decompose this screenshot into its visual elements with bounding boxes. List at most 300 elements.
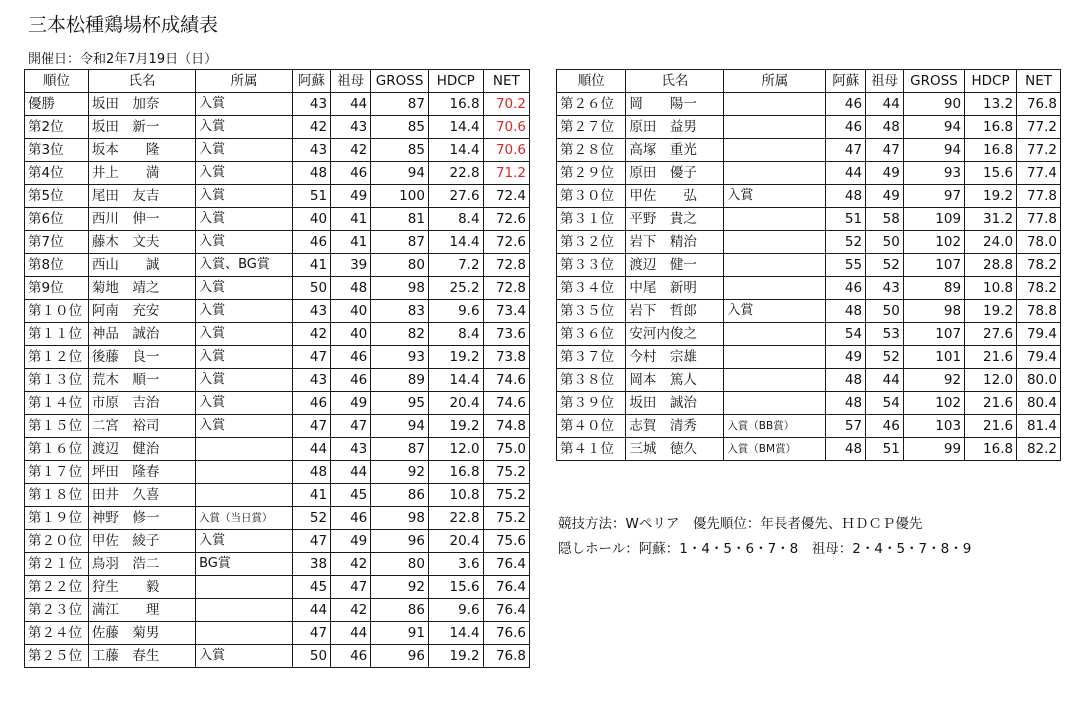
name-cell: 岡 陽一 — [626, 93, 724, 116]
affiliation-cell — [724, 162, 826, 185]
rank-cell: 第3位 — [25, 139, 89, 162]
hdcp-cell: 25.2 — [428, 277, 483, 300]
net-cell: 75.2 — [483, 461, 529, 484]
hdcp-cell: 28.8 — [965, 254, 1017, 277]
table-row — [557, 415, 1061, 438]
name-cell: 安河内俊之 — [626, 323, 724, 346]
net-cell: 76.6 — [483, 622, 529, 645]
gross-cell: 85 — [371, 116, 429, 139]
hdcp-cell: 14.4 — [428, 139, 483, 162]
event-date: 開催日：令和2年7月19日（日） — [28, 52, 218, 67]
hdcp-cell: 12.0 — [965, 369, 1017, 392]
in-score-cell: 49 — [866, 185, 904, 208]
out-score-cell: 46 — [292, 231, 330, 254]
name-cell: 原田 益男 — [626, 116, 724, 139]
gross-cell: 87 — [371, 438, 429, 461]
net-cell: 73.8 — [483, 346, 529, 369]
affiliation-cell — [196, 576, 293, 599]
out-score-cell: 48 — [292, 162, 330, 185]
name-cell: 藤木 文夫 — [88, 231, 195, 254]
in-score-cell: 41 — [331, 231, 371, 254]
hdcp-cell: 15.6 — [965, 162, 1017, 185]
out-score-cell: 41 — [292, 484, 330, 507]
hdcp-cell: 8.4 — [428, 323, 483, 346]
gross-cell: 102 — [903, 392, 964, 415]
name-cell: 甲佐 綾子 — [88, 530, 195, 553]
out-score-cell: 43 — [292, 300, 330, 323]
rank-cell: 第１５位 — [25, 415, 89, 438]
table-row — [25, 139, 530, 162]
affiliation-cell: 入賞 — [196, 323, 293, 346]
rank-cell: 第３３位 — [557, 254, 626, 277]
in-score-cell: 49 — [331, 392, 371, 415]
header-out: 阿蘇 — [292, 70, 330, 93]
hdcp-cell: 21.6 — [965, 346, 1017, 369]
rank-cell: 第３１位 — [557, 208, 626, 231]
name-cell: 鳥羽 浩二 — [88, 553, 195, 576]
affiliation-cell — [724, 93, 826, 116]
name-cell: 原田 優子 — [626, 162, 724, 185]
net-cell: 75.2 — [483, 484, 529, 507]
out-score-cell: 57 — [826, 415, 866, 438]
header-in: 祖母 — [866, 70, 904, 93]
table-row — [25, 93, 530, 116]
in-score-cell: 53 — [866, 323, 904, 346]
header-rank: 順位 — [557, 70, 626, 93]
affiliation-cell — [724, 231, 826, 254]
in-score-cell: 50 — [866, 231, 904, 254]
rank-cell: 第１７位 — [25, 461, 89, 484]
net-cell: 72.8 — [483, 277, 529, 300]
gross-cell: 92 — [371, 576, 429, 599]
name-cell: 満江 理 — [88, 599, 195, 622]
out-score-cell: 50 — [292, 645, 330, 668]
gross-cell: 98 — [371, 277, 429, 300]
name-cell: 平野 貴之 — [626, 208, 724, 231]
affiliation-cell: 入賞 — [724, 185, 826, 208]
gross-cell: 86 — [371, 484, 429, 507]
rank-cell: 第２７位 — [557, 116, 626, 139]
in-score-cell: 46 — [331, 162, 371, 185]
hdcp-cell: 19.2 — [965, 185, 1017, 208]
table-row — [25, 300, 530, 323]
hdcp-cell: 8.4 — [428, 208, 483, 231]
net-cell: 78.8 — [1017, 300, 1061, 323]
in-score-cell: 46 — [331, 645, 371, 668]
net-cell: 78.2 — [1017, 254, 1061, 277]
out-score-cell: 47 — [826, 139, 866, 162]
net-cell: 72.8 — [483, 254, 529, 277]
hidden-holes-note: 隠しホール：阿蘇：1・4・5・6・7・8 祖母：2・4・5・7・8・9 — [558, 541, 972, 557]
name-cell: 神品 誠治 — [88, 323, 195, 346]
gross-cell: 103 — [903, 415, 964, 438]
out-score-cell: 51 — [826, 208, 866, 231]
table-row — [25, 323, 530, 346]
gross-cell: 89 — [903, 277, 964, 300]
header-hdcp: HDCP — [965, 70, 1017, 93]
results-body-right — [557, 93, 1061, 461]
rank-cell: 第１２位 — [25, 346, 89, 369]
out-score-cell: 47 — [292, 346, 330, 369]
table-row — [557, 139, 1061, 162]
hdcp-cell: 16.8 — [965, 116, 1017, 139]
in-score-cell: 52 — [866, 254, 904, 277]
table-row — [557, 185, 1061, 208]
name-cell: 中尾 新明 — [626, 277, 724, 300]
affiliation-cell: 入賞 — [196, 392, 293, 415]
gross-cell: 82 — [371, 323, 429, 346]
rank-cell: 第１３位 — [25, 369, 89, 392]
affiliation-cell — [724, 208, 826, 231]
gross-cell: 98 — [903, 300, 964, 323]
out-score-cell: 48 — [826, 392, 866, 415]
affiliation-cell — [724, 346, 826, 369]
hdcp-cell: 31.2 — [965, 208, 1017, 231]
gross-cell: 109 — [903, 208, 964, 231]
in-score-cell: 42 — [331, 599, 371, 622]
table-row — [557, 323, 1061, 346]
out-score-cell: 47 — [292, 415, 330, 438]
table-row — [25, 553, 530, 576]
affiliation-cell — [724, 254, 826, 277]
gross-cell: 94 — [371, 415, 429, 438]
table-row — [25, 461, 530, 484]
affiliation-cell: 入賞 — [196, 369, 293, 392]
in-score-cell: 48 — [866, 116, 904, 139]
table-row — [25, 185, 530, 208]
net-cell: 82.2 — [1017, 438, 1061, 461]
out-score-cell: 52 — [292, 507, 330, 530]
rank-cell: 第３２位 — [557, 231, 626, 254]
net-cell: 77.2 — [1017, 139, 1061, 162]
hdcp-cell: 10.8 — [428, 484, 483, 507]
out-score-cell: 48 — [292, 461, 330, 484]
net-cell: 73.6 — [483, 323, 529, 346]
results-table-left — [24, 69, 530, 668]
table-row — [25, 530, 530, 553]
header-gross: GROSS — [371, 70, 429, 93]
rank-cell: 第7位 — [25, 231, 89, 254]
rank-cell: 第３４位 — [557, 277, 626, 300]
gross-cell: 94 — [903, 139, 964, 162]
out-score-cell: 49 — [826, 346, 866, 369]
out-score-cell: 55 — [826, 254, 866, 277]
out-score-cell: 54 — [826, 323, 866, 346]
rank-cell: 第１９位 — [25, 507, 89, 530]
name-cell: 佐藤 菊男 — [88, 622, 195, 645]
table-row — [557, 231, 1061, 254]
net-cell: 72.6 — [483, 208, 529, 231]
gross-cell: 107 — [903, 254, 964, 277]
net-cell: 79.4 — [1017, 346, 1061, 369]
in-score-cell: 41 — [331, 208, 371, 231]
name-cell: 志賀 清秀 — [626, 415, 724, 438]
in-score-cell: 42 — [331, 139, 371, 162]
out-score-cell: 44 — [826, 162, 866, 185]
results-body-left — [25, 93, 530, 668]
in-score-cell: 44 — [866, 369, 904, 392]
rank-cell: 第2位 — [25, 116, 89, 139]
gross-cell: 96 — [371, 530, 429, 553]
name-cell: 二宮 裕司 — [88, 415, 195, 438]
table-row — [25, 645, 530, 668]
affiliation-cell: 入賞 — [196, 346, 293, 369]
in-score-cell: 44 — [331, 461, 371, 484]
table-row — [557, 438, 1061, 461]
net-cell: 70.2 — [483, 93, 529, 116]
name-cell: 岡本 篤人 — [626, 369, 724, 392]
name-cell: 菊地 靖之 — [88, 277, 195, 300]
out-score-cell: 44 — [292, 599, 330, 622]
name-cell: 阿南 充安 — [88, 300, 195, 323]
in-score-cell: 43 — [331, 116, 371, 139]
out-score-cell: 51 — [292, 185, 330, 208]
name-cell: 後藤 良一 — [88, 346, 195, 369]
table-row — [25, 622, 530, 645]
affiliation-cell: 入賞 — [196, 162, 293, 185]
table-row — [25, 484, 530, 507]
in-score-cell: 49 — [331, 185, 371, 208]
gross-cell: 97 — [903, 185, 964, 208]
name-cell: 狩生 毅 — [88, 576, 195, 599]
gross-cell: 93 — [371, 346, 429, 369]
net-cell: 78.0 — [1017, 231, 1061, 254]
affiliation-cell — [724, 116, 826, 139]
hdcp-cell: 7.2 — [428, 254, 483, 277]
affiliation-cell: 入賞 — [196, 93, 293, 116]
affiliation-cell: 入賞 — [196, 116, 293, 139]
out-score-cell: 48 — [826, 369, 866, 392]
hdcp-cell: 22.8 — [428, 507, 483, 530]
competition-notes — [558, 512, 971, 562]
gross-cell: 107 — [903, 323, 964, 346]
gross-cell: 95 — [371, 392, 429, 415]
hdcp-cell: 12.0 — [428, 438, 483, 461]
out-score-cell: 41 — [292, 254, 330, 277]
rank-cell: 第２５位 — [25, 645, 89, 668]
in-score-cell: 46 — [331, 369, 371, 392]
net-cell: 70.6 — [483, 139, 529, 162]
affiliation-cell: 入賞 — [724, 300, 826, 323]
gross-cell: 92 — [371, 461, 429, 484]
header-rank: 順位 — [25, 70, 89, 93]
table-row — [25, 346, 530, 369]
hdcp-cell: 16.8 — [428, 461, 483, 484]
header-in: 祖母 — [331, 70, 371, 93]
rank-cell: 第１１位 — [25, 323, 89, 346]
name-cell: 井上 満 — [88, 162, 195, 185]
name-cell: 荒木 順一 — [88, 369, 195, 392]
table-row — [557, 208, 1061, 231]
out-score-cell: 46 — [826, 93, 866, 116]
table-row — [25, 369, 530, 392]
rank-cell: 第１０位 — [25, 300, 89, 323]
affiliation-cell — [196, 484, 293, 507]
gross-cell: 86 — [371, 599, 429, 622]
net-cell: 79.4 — [1017, 323, 1061, 346]
affiliation-cell — [724, 369, 826, 392]
hdcp-cell: 16.8 — [965, 438, 1017, 461]
name-cell: 神野 修一 — [88, 507, 195, 530]
name-cell: 市原 吉治 — [88, 392, 195, 415]
out-score-cell: 46 — [292, 392, 330, 415]
table-row — [557, 93, 1061, 116]
out-score-cell: 50 — [292, 277, 330, 300]
header-hdcp: HDCP — [428, 70, 483, 93]
results-table-right — [556, 69, 1061, 461]
gross-cell: 90 — [903, 93, 964, 116]
in-score-cell: 43 — [331, 438, 371, 461]
table-row — [557, 346, 1061, 369]
net-cell: 76.4 — [483, 599, 529, 622]
hdcp-cell: 27.6 — [428, 185, 483, 208]
table-row — [25, 599, 530, 622]
gross-cell: 102 — [903, 231, 964, 254]
gross-cell: 101 — [903, 346, 964, 369]
out-score-cell: 42 — [292, 116, 330, 139]
table-row — [25, 438, 530, 461]
net-cell: 72.6 — [483, 231, 529, 254]
out-score-cell: 48 — [826, 438, 866, 461]
affiliation-cell: 入賞（当日賞） — [196, 507, 293, 530]
out-score-cell: 47 — [292, 622, 330, 645]
net-cell: 72.4 — [483, 185, 529, 208]
hdcp-cell: 19.2 — [965, 300, 1017, 323]
rank-cell: 第２４位 — [25, 622, 89, 645]
in-score-cell: 40 — [331, 300, 371, 323]
table-row — [25, 162, 530, 185]
gross-cell: 99 — [903, 438, 964, 461]
table-row — [25, 392, 530, 415]
name-cell: 岩下 精治 — [626, 231, 724, 254]
affiliation-cell — [196, 622, 293, 645]
affiliation-cell — [196, 438, 293, 461]
header-gross: GROSS — [903, 70, 964, 93]
affiliation-cell: 入賞 — [196, 185, 293, 208]
header-affiliation: 所属 — [724, 70, 826, 93]
table-row — [557, 369, 1061, 392]
hdcp-cell: 15.6 — [428, 576, 483, 599]
header-net: NET — [483, 70, 529, 93]
name-cell: 坂田 新一 — [88, 116, 195, 139]
gross-cell: 93 — [903, 162, 964, 185]
in-score-cell: 58 — [866, 208, 904, 231]
table-row — [25, 415, 530, 438]
rank-cell: 第３８位 — [557, 369, 626, 392]
net-cell: 75.0 — [483, 438, 529, 461]
affiliation-cell: 入賞 — [196, 530, 293, 553]
affiliation-cell: 入賞 — [196, 300, 293, 323]
rank-cell: 第6位 — [25, 208, 89, 231]
table-row — [557, 116, 1061, 139]
gross-cell: 98 — [371, 507, 429, 530]
in-score-cell: 47 — [866, 139, 904, 162]
out-score-cell: 47 — [292, 530, 330, 553]
in-score-cell: 39 — [331, 254, 371, 277]
table-row — [25, 231, 530, 254]
in-score-cell: 50 — [866, 300, 904, 323]
rank-cell: 第２２位 — [25, 576, 89, 599]
net-cell: 77.8 — [1017, 208, 1061, 231]
hdcp-cell: 9.6 — [428, 599, 483, 622]
in-score-cell: 47 — [331, 415, 371, 438]
hdcp-cell: 16.8 — [965, 139, 1017, 162]
hdcp-cell: 14.4 — [428, 622, 483, 645]
table-row — [557, 277, 1061, 300]
hdcp-cell: 20.4 — [428, 392, 483, 415]
net-cell: 75.2 — [483, 507, 529, 530]
in-score-cell: 44 — [331, 93, 371, 116]
header-affiliation: 所属 — [196, 70, 293, 93]
hdcp-cell: 14.4 — [428, 369, 483, 392]
out-score-cell: 45 — [292, 576, 330, 599]
table-row — [25, 507, 530, 530]
table-row — [557, 300, 1061, 323]
gross-cell: 92 — [903, 369, 964, 392]
gross-cell: 85 — [371, 139, 429, 162]
in-score-cell: 49 — [331, 530, 371, 553]
affiliation-cell: 入賞 — [196, 208, 293, 231]
gross-cell: 96 — [371, 645, 429, 668]
name-cell: 坂本 隆 — [88, 139, 195, 162]
table-row — [25, 277, 530, 300]
out-score-cell: 43 — [292, 93, 330, 116]
header-out: 阿蘇 — [826, 70, 866, 93]
out-score-cell: 43 — [292, 369, 330, 392]
gross-cell: 100 — [371, 185, 429, 208]
out-score-cell: 43 — [292, 139, 330, 162]
net-cell: 73.4 — [483, 300, 529, 323]
hdcp-cell: 19.2 — [428, 346, 483, 369]
hdcp-cell: 14.4 — [428, 116, 483, 139]
out-score-cell: 48 — [826, 185, 866, 208]
header-name: 氏名 — [88, 70, 195, 93]
name-cell: 西川 伸一 — [88, 208, 195, 231]
table-header-row — [25, 70, 530, 93]
affiliation-cell — [724, 323, 826, 346]
name-cell: 三城 徳久 — [626, 438, 724, 461]
rank-cell: 第２９位 — [557, 162, 626, 185]
affiliation-cell — [196, 599, 293, 622]
out-score-cell: 44 — [292, 438, 330, 461]
table-row — [557, 392, 1061, 415]
hdcp-cell: 19.2 — [428, 415, 483, 438]
name-cell: 尾田 友吉 — [88, 185, 195, 208]
name-cell: 今村 宗雄 — [626, 346, 724, 369]
in-score-cell: 40 — [331, 323, 371, 346]
in-score-cell: 43 — [866, 277, 904, 300]
name-cell: 工藤 春生 — [88, 645, 195, 668]
in-score-cell: 51 — [866, 438, 904, 461]
table-row — [557, 162, 1061, 185]
in-score-cell: 49 — [866, 162, 904, 185]
gross-cell: 94 — [903, 116, 964, 139]
rank-cell: 第３０位 — [557, 185, 626, 208]
name-cell: 渡辺 健治 — [88, 438, 195, 461]
net-cell: 81.4 — [1017, 415, 1061, 438]
hdcp-cell: 16.8 — [428, 93, 483, 116]
in-score-cell: 46 — [866, 415, 904, 438]
rank-cell: 第１８位 — [25, 484, 89, 507]
in-score-cell: 44 — [866, 93, 904, 116]
hdcp-cell: 20.4 — [428, 530, 483, 553]
rank-cell: 第２１位 — [25, 553, 89, 576]
gross-cell: 80 — [371, 553, 429, 576]
hdcp-cell: 9.6 — [428, 300, 483, 323]
name-cell: 西山 誠 — [88, 254, 195, 277]
name-cell: 岩下 哲郎 — [626, 300, 724, 323]
out-score-cell: 40 — [292, 208, 330, 231]
